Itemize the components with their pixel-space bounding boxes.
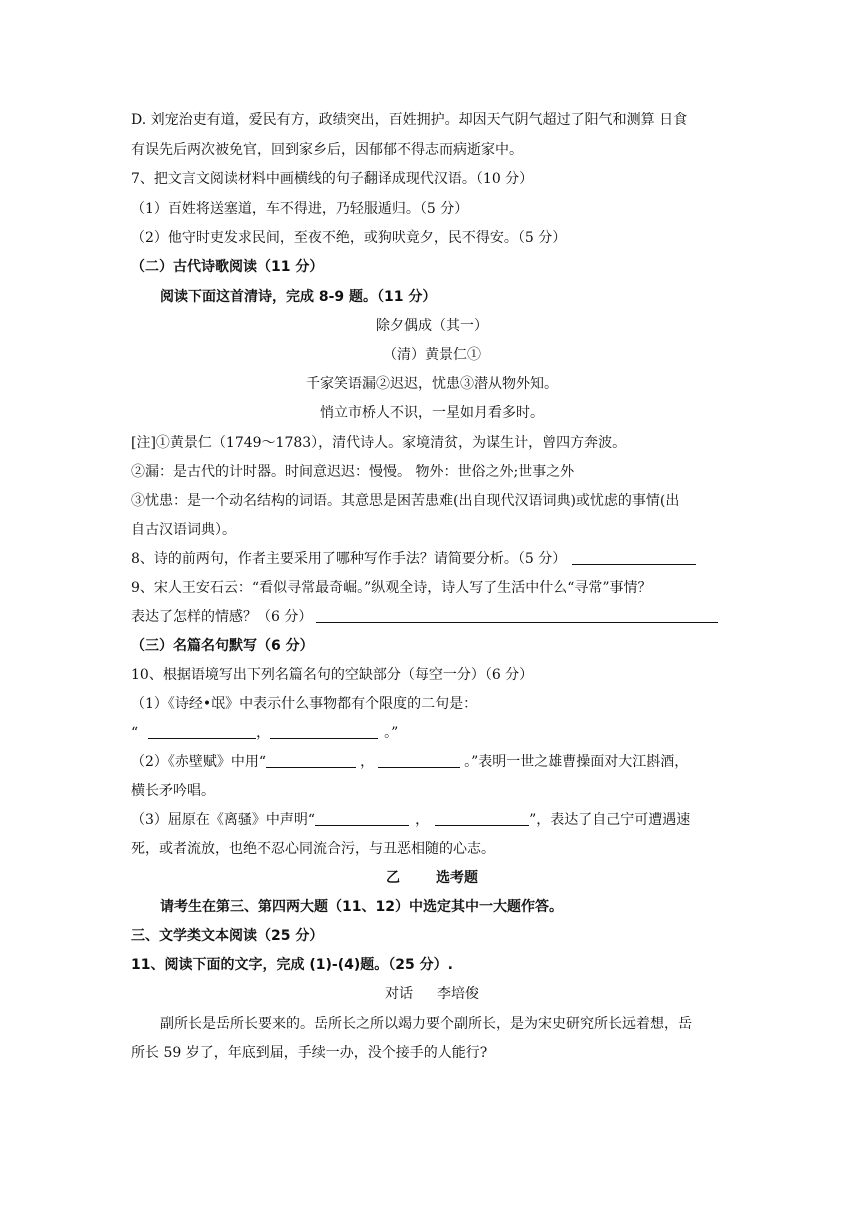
question-10: 10、根据语境写出下列名篇名句的空缺部分（每空一分）（6 分）	[131, 667, 534, 683]
option-d-line-1: D. 刘宠治吏有道，爱民有方，政绩突出，百姓拥护。却因天气阴气超过了阳气和测算 日食	[131, 112, 688, 128]
question-9-line-1: 9、宋人王安石云：“看似寻常最奇崛。”纵观全诗，诗人写了生活中什么“寻常”事情？	[131, 580, 652, 596]
poem-note-2: ②漏：是古代的计时器。时间意迟迟：慢慢。 物外：世俗之外;世事之外	[131, 464, 575, 480]
comma: ，	[256, 725, 271, 741]
article-title: 对话	[385, 986, 413, 1002]
item-3-prefix: （3）屈原在《离骚》中声明“	[131, 812, 316, 828]
elective-instruction: 请考生在第三、第四两大题（11、12）中选定其中一大题作答。	[160, 899, 563, 915]
question-7-item-1: （1）百姓将送塞道，车不得进，乃轻服遁归。（5 分）	[131, 201, 469, 217]
article-paragraph-line-1: 副所长是岳所长要来的。岳所长之所以竭力要个副所长，是为宋史研究所长远着想，岳	[160, 1016, 692, 1032]
poem-line-1: 千家笑语漏②迟迟，忧患③潜从物外知。	[306, 376, 558, 392]
poem-title: 除夕偶成（其一）	[376, 318, 488, 334]
comma: ，	[415, 812, 430, 828]
answer-blank[interactable]	[316, 608, 718, 623]
question-8-text: 8、诗的前两句，作者主要采用了哪种写作手法？请简要分析。（5 分）	[131, 551, 567, 567]
elective-label: 乙	[386, 870, 400, 886]
question-10-item-2-cont: 横长矛吟唱。	[131, 783, 215, 799]
question-7: 7、把文言文阅读材料中画横线的句子翻译成现代汉语。（10 分）	[131, 171, 534, 187]
article-paragraph-line-2: 所长 59 岁了，年底到届，手续一办，没个接手的人能行?	[131, 1045, 488, 1061]
fill-blank[interactable]	[148, 724, 256, 739]
article-header	[131, 984, 733, 1004]
question-9-line-2	[131, 607, 733, 627]
question-7-item-2: （2）他守时吏发求民间，至夜不绝，或狗吠竟夕，民不得安。（5 分）	[131, 230, 567, 246]
fill-blank[interactable]	[315, 811, 409, 826]
item-2-suffix: 。”表明一世之雄曹操面对大江斟酒，	[464, 754, 689, 770]
question-10-item-3-cont: 死，或者流放，也绝不忍心同流合污，与丑恶相随的心志。	[131, 841, 495, 857]
question-9-text: 表达了怎样的情感？（6 分）	[131, 609, 313, 625]
open-quote: “	[131, 725, 139, 741]
question-10-item-2	[131, 752, 733, 772]
option-d-line-2: 有误先后两次被免官，回到家乡后，因郁郁不得志而病逝家中。	[131, 142, 523, 158]
elective-title: 选考题	[436, 870, 478, 886]
question-10-item-1: （1）《诗经•氓》中表示什么事物都有个限度的二句是：	[131, 696, 478, 712]
item-3-suffix: ”，表达了自己宁可遭遇速	[529, 812, 691, 828]
poem-author: （清）黄景仁①	[383, 347, 481, 363]
section-heading-poetry: （二）古代诗歌阅读（11 分）	[131, 259, 324, 275]
fill-blank[interactable]	[435, 811, 529, 826]
fill-blank[interactable]	[378, 753, 460, 768]
poetry-instruction: 阅读下面这首清诗，完成 8-9 题。（11 分）	[160, 289, 437, 305]
question-11: 11、阅读下面的文字，完成 (1)-(4)题。（25 分）.	[131, 957, 453, 973]
article-author: 李培俊	[437, 986, 479, 1002]
section-heading-literature: 三、文学类文本阅读（25 分）	[131, 928, 324, 944]
item-2-prefix: （2）《赤壁赋》中用“	[131, 754, 267, 770]
fill-blank[interactable]	[266, 753, 356, 768]
question-8	[131, 549, 733, 569]
close-quote: 。”	[384, 725, 399, 741]
answer-blank[interactable]	[572, 550, 696, 565]
poem-note-3-line-1: ③忧患：是一个动名结构的词语。其意思是困苦患难(出自现代汉语词典)或忧虑的事情(出	[131, 493, 680, 509]
question-10-item-1-blanks	[131, 723, 733, 743]
poem-note-3-line-2: 自古汉语词典）。	[131, 522, 236, 538]
section-heading-recitation: （三）名篇名句默写（6 分）	[131, 638, 314, 654]
fill-blank[interactable]	[270, 724, 378, 739]
poem-line-2: 悄立市桥人不识，一星如月看多时。	[320, 405, 544, 421]
question-10-item-3	[131, 810, 733, 830]
section-title-elective	[131, 868, 733, 888]
comma: ，	[360, 754, 375, 770]
poem-note-1: [注]①黄景仁（1749～1783），清代诗人。家境清贫，为谋生计，曾四方奔波。	[131, 435, 627, 451]
